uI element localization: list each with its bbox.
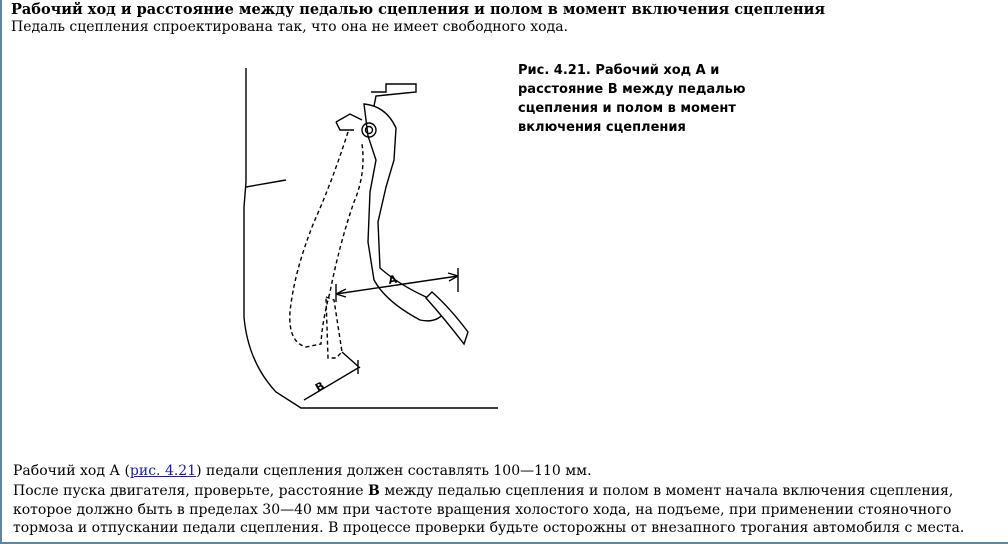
p1-text-before: Рабочий ход А ( (13, 463, 130, 479)
dimension-b-line (304, 368, 358, 400)
p2-text-after: между педалью сцепления и полом в момент начала включения сцепления, которое должно быть в пределах 30—40 мм при частоте вращения холостого хода, на подъеме, при применении стояночного тормоза и отпускании педали сцепления. В процессе проверки будьте осторожны от внезапного трогания автомобиля с места. (13, 483, 965, 536)
figure-caption: Рис. 4.21. Рабочий ход А и расстояние В между педалью сцепления и полом в момент включения сцепления (518, 63, 746, 135)
pivot-arm (336, 114, 362, 130)
article-subtitle: Педаль сцепления спроектирована так, что она не имеет свободного хода. (11, 19, 569, 35)
article-title: Рабочий ход и расстояние между педалью сцепления и полом в момент включения сцепления (11, 1, 826, 18)
p1-text-after: ) педали сцепления должен составлять 100—110 мм. (196, 463, 592, 479)
pivot-outer (362, 123, 376, 137)
paragraph-distance-check (13, 482, 1005, 538)
pedal-pad-dashed (326, 297, 342, 358)
dimension-b-ext (342, 352, 360, 374)
pedal-pad (426, 292, 468, 344)
pedal-bracket (371, 84, 416, 106)
panel-line (246, 180, 286, 187)
dimension-b-label: B (313, 379, 327, 395)
p2-bold-letter: В (368, 483, 380, 499)
firewall-outline (244, 68, 498, 408)
figure-link[interactable]: рис. 4.21 (129, 463, 197, 479)
paragraph-working-stroke (13, 463, 592, 479)
dimension-a-label: A (387, 272, 398, 287)
clutch-pedal-figure (236, 62, 498, 422)
p2-text-before: После пуска двигателя, проверьте, расстояние (13, 483, 369, 499)
